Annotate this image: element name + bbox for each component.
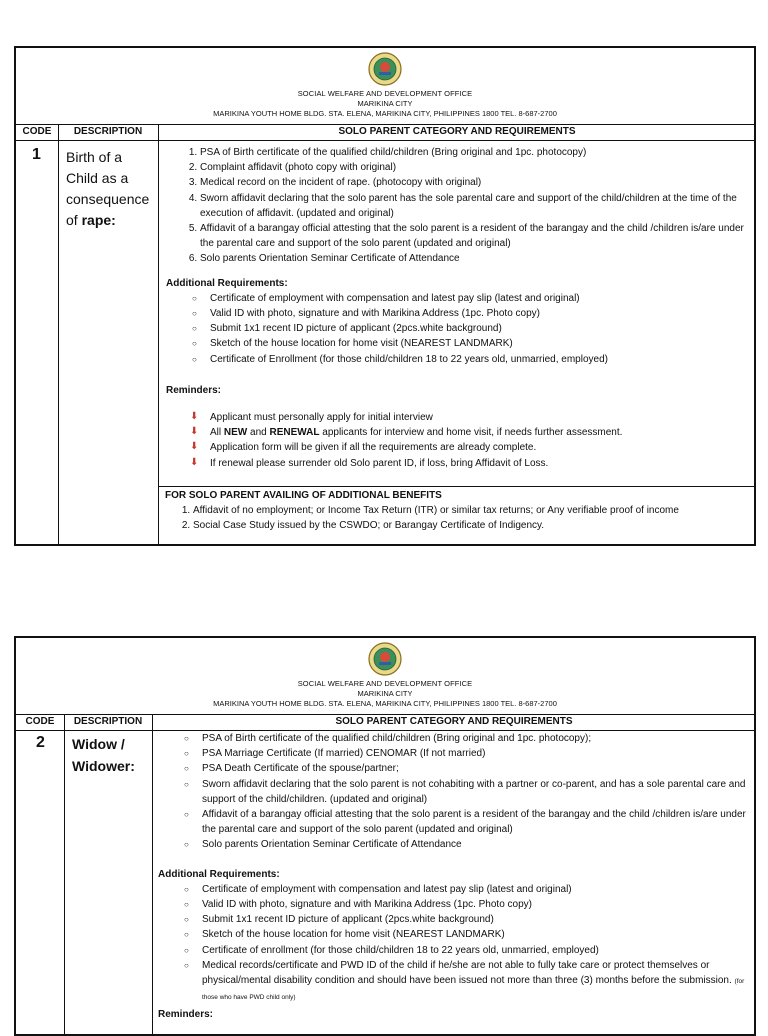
desc-line: consequence: [66, 191, 150, 207]
city-seal-icon: [368, 642, 402, 676]
list-item: ○ Valid ID with photo, signature and with Marikina Address (1pc. Photo copy): [210, 306, 752, 321]
reminder-renewal: RENEWAL: [269, 427, 320, 439]
page-header: [16, 48, 754, 125]
benefits-list: [165, 503, 755, 533]
list-item: 3. Medical record on the incident of rape. (photocopy with original): [200, 175, 752, 190]
list-item: 5. Affidavit of a barangay official attesting that the solo parent is a resident of the barangay and the child /children is/are under the parental care and support of the solo parent (updated and original): [200, 221, 752, 251]
list-item: ○ Affidavit of a barangay official attesting that the solo parent is a resident of the barangay and the child /children is/are under the parental care and support of the solo parent (updated and original): [202, 807, 754, 837]
requirements-list: [166, 145, 752, 267]
category-description: [66, 147, 149, 231]
list-item: ○ Solo parents Orientation Seminar Certificate of Attendance: [202, 837, 754, 852]
category-description: [72, 733, 135, 777]
list-item: ⬇ Applicant must personally apply for initial interview: [210, 410, 752, 425]
list-item: ○ PSA Marriage Certificate (If married) CENOMAR (If not married): [202, 746, 754, 761]
desc-line: Birth of a: [66, 149, 123, 165]
column-headers: [16, 125, 754, 141]
column-headers: [16, 715, 754, 731]
description-header: DESCRIPTION: [73, 126, 143, 137]
list-item: 4. Sworn affidavit declaring that the solo parent has the sole parental care and support of the child/children at the time of the execution of affidavit. (updated and original): [200, 191, 752, 221]
description-header: DESCRIPTION: [73, 716, 143, 727]
list-item: ○ Sketch of the house location for home visit (NEAREST LANDMARK): [202, 927, 754, 942]
reminder-text: and: [247, 427, 270, 439]
code-header: CODE: [22, 126, 52, 137]
list-item: [202, 958, 754, 1006]
list-item: 1. Affidavit of no employment; or Income Tax Return (ITR) or similar tax returns; or Any verifiable proof of income: [193, 503, 755, 518]
office-city: MARIKINA CITY: [357, 689, 413, 698]
category-code: 2: [36, 734, 45, 751]
desc-line: Child as a: [66, 170, 129, 186]
column-divider: [64, 714, 65, 1034]
code-header: CODE: [25, 716, 55, 727]
list-item: 1. PSA of Birth certificate of the qualified child/children (Bring original and 1pc. photocopy): [200, 145, 752, 160]
office-address: MARIKINA YOUTH HOME BLDG. STA. ELENA, MARIKINA CITY, PHILIPPINES 1800 TEL. 8-687-2700: [213, 699, 557, 708]
list-item: 2. Social Case Study issued by the CSWDO; or Barangay Certificate of Indigency.: [193, 518, 755, 533]
list-item: ⬇ Application form will be given if all the requirements are already complete.: [210, 440, 752, 455]
category-header: SOLO PARENT CATEGORY AND REQUIREMENTS: [338, 126, 576, 137]
requirements-list: [158, 731, 754, 853]
list-item: 6. Solo parents Orientation Seminar Certificate of Attendance: [200, 251, 752, 266]
additional-list: [158, 882, 754, 1006]
list-item: [210, 425, 752, 440]
office-city: MARIKINA CITY: [357, 99, 413, 108]
list-item: ⬇ If renewal please surrender old Solo parent ID, if loss, bring Affidavit of Loss.: [210, 456, 752, 471]
desc-line: Widower:: [72, 758, 135, 774]
form-page-1: [14, 46, 756, 546]
medical-note: (for those who have PWD child only): [202, 978, 745, 1002]
benefits-title: FOR SOLO PARENT AVAILING OF ADDITIONAL BENEFITS: [165, 490, 442, 501]
additional-title: Additional Requirements:: [166, 277, 288, 289]
benefits-section: [159, 486, 755, 533]
reminders-title: Reminders:: [158, 1009, 214, 1021]
desc-line: [66, 210, 149, 231]
list-item: ○ Certificate of enrollment (for those child/children 18 to 22 years old, unmarried, employed): [202, 943, 754, 958]
reminders-list: [166, 410, 752, 471]
reminder-text: All: [210, 427, 224, 439]
form-page-2: [14, 636, 756, 1036]
reminder-text: applicants for interview and home visit, if needs further assessment.: [319, 427, 623, 439]
category-header: SOLO PARENT CATEGORY AND REQUIREMENTS: [335, 716, 573, 727]
city-seal-icon: [368, 52, 402, 86]
list-item: ○ PSA Death Certificate of the spouse/partner;: [202, 761, 754, 776]
list-item: 2. Complaint affidavit (photo copy with original): [200, 160, 752, 175]
reminder-new: NEW: [223, 427, 248, 439]
list-item: ○ Sworn affidavit declaring that the solo parent is not cohabiting with a partner or co-parent, and has a sole parental care and support of the child/children. (updated and original): [202, 777, 754, 807]
column-divider: [158, 124, 159, 544]
office-name: SOCIAL WELFARE AND DEVELOPMENT OFFICE: [297, 89, 473, 98]
list-item: ○ PSA of Birth certificate of the qualified child/children (Bring original and 1pc. photocopy);: [202, 731, 754, 746]
list-item: ○ Certificate of employment with compensation and latest pay slip (latest and original): [210, 291, 752, 306]
desc-line: Widow /: [72, 736, 125, 752]
desc-bold: rape:: [81, 212, 116, 228]
additional-title: Additional Requirements:: [158, 868, 280, 880]
list-item: ○ Certificate of Enrollment (for those child/children 18 to 22 years old, unmarried, employed): [210, 352, 752, 367]
page-header: [16, 638, 754, 715]
requirements-section: [166, 145, 752, 471]
column-divider: [152, 714, 153, 1034]
additional-list: [166, 291, 752, 367]
requirements-section: [158, 731, 754, 1023]
list-item: ○ Submit 1x1 recent ID picture of applicant (2pcs.white background): [202, 912, 754, 927]
medical-text: Medical records/certificate and PWD ID of the child if he/she are not able to fully take care or protect themselves or physical/mental disability condition and should have been issued not more than three (3) months before the submission.: [202, 959, 732, 987]
list-item: ○ Valid ID with photo, signature and with Marikina Address (1pc. Photo copy): [202, 897, 754, 912]
office-name: SOCIAL WELFARE AND DEVELOPMENT OFFICE: [297, 679, 473, 688]
list-item: ○ Certificate of employment with compensation and latest pay slip (latest and original): [202, 882, 754, 897]
reminders-title: Reminders:: [166, 384, 222, 396]
list-item: ○ Submit 1x1 recent ID picture of applicant (2pcs.white background): [210, 321, 752, 336]
desc-text: of: [66, 212, 82, 228]
list-item: ○ Sketch of the house location for home visit (NEAREST LANDMARK): [210, 336, 752, 351]
office-address: MARIKINA YOUTH HOME BLDG. STA. ELENA, MARIKINA CITY, PHILIPPINES 1800 TEL. 8-687-2700: [213, 109, 557, 118]
category-code: 1: [32, 146, 41, 163]
column-divider: [58, 124, 59, 544]
